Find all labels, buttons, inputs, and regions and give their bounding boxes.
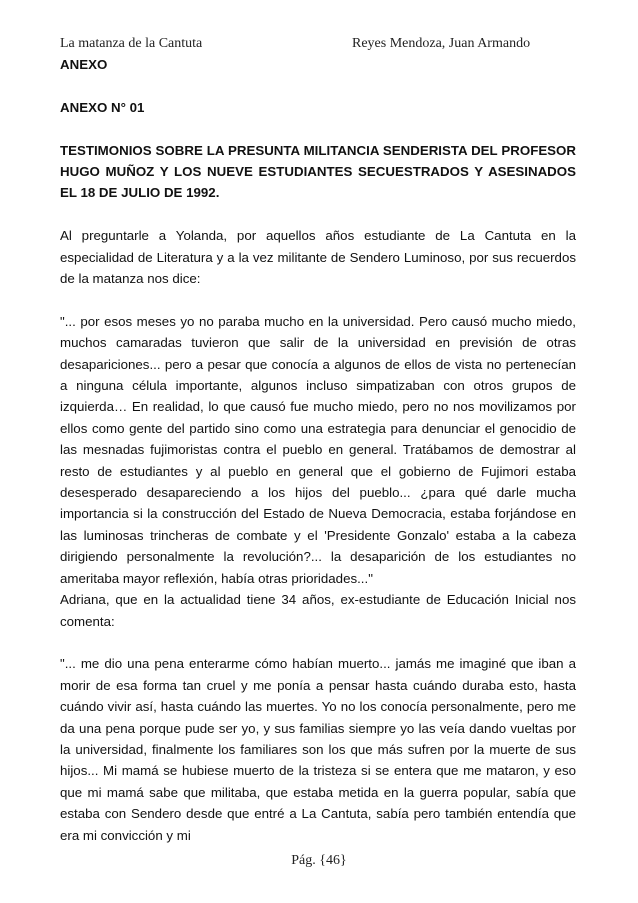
spacer [60,204,576,225]
intro-paragraph-adriana: Adriana, que en la actualidad tiene 34 años, ex-estudiante de Educación Inicial nos comenta: [60,592,576,629]
quote-paragraph-adriana: "... me dio una pena enterarme cómo habían muerto... jamás me imaginé que iban a morir de esa forma tan cruel y me ponía a pensar hasta cuándo duraba esto, hasta cuándo vivir así, hasta cuándo las muertes. Yo no los conocía personalmente, pero me da una pena porque pude ser yo, y sus familias siempre yo las veía dando vueltas por la universidad, finalmente los familiares son los que más sufren por la muerte de sus hijos... Mi mamá se hubiese muerto de la tristeza si se entera que me mataron, y eso que mi mamá sabe que militaba, que estaba metida en la guerra popular, sabía que estaba con Sendero desde que entré a La Cantuta, sabía pero también entendía que era mi convicción y mi [60,656,576,843]
header-author: Reyes Mendoza, Juan Armando [352,36,531,51]
quote-paragraph-yolanda: "... por esos meses yo no paraba mucho en la universidad. Pero causó mucho miedo, muchos camaradas tuvieron que salir de la universidad en previsión de otras desapariciones... pero a pesar que conocía a algunos de ellos de vista no pertenecían a ninguna célula importante, algunos incluso simpatizaban con otros grupos de izquierda… En realidad, lo que causó fue mucho miedo, pero no nos movilizamos por ellos como gente del partido sino como una estrategia para denunciar el genocidio de las mesnadas fujimoristas contra el pueblo en general. Tratábamos de demostrar al resto de estudiantes y al pueblo en general que el gobierno de Fujimori estaba desesperado desapareciendo a los hijos del pueblo... ¿para qué darle mucha importancia si la construcción del Estado de Nueva Democracia, estaba forjándose en las luminosas trincheras de combate y el 'Presidente Gonzalo' estaba a la cabeza dirigiendo personalmente la revolución?... la desaparición de los estudiantes no ameritaba mayor reflexión, había otras prioridades..." [60,313,576,586]
page-number: Pág. {46} [291,853,347,868]
annex-title: TESTIMONIOS SOBRE LA PRESUNTA MILITANCIA SENDERISTA DEL PROFESOR HUGO MUÑOZ Y LOS NUEVE ESTUDIANTES SECUESTRADOS Y ASESINADOS EL 18 DE JULIO DE 1992. [60,142,576,201]
annex-heading: ANEXO N° 01 [60,99,145,115]
spacer [60,75,576,96]
page-header [60,36,576,56]
section-heading: ANEXO [60,57,108,72]
spacer [60,118,576,139]
header-document-title: La matanza de la Cantuta [60,36,203,51]
spacer [60,289,576,310]
spacer [60,632,576,653]
intro-paragraph-yolanda: Al preguntarle a Yolanda, por aquellos años estudiante de La Cantuta en la especialidad de Literatura y a la vez militante de Sendero Luminoso, por sus recuerdos de la matanza nos dice: [60,228,576,287]
page-content [60,54,576,846]
